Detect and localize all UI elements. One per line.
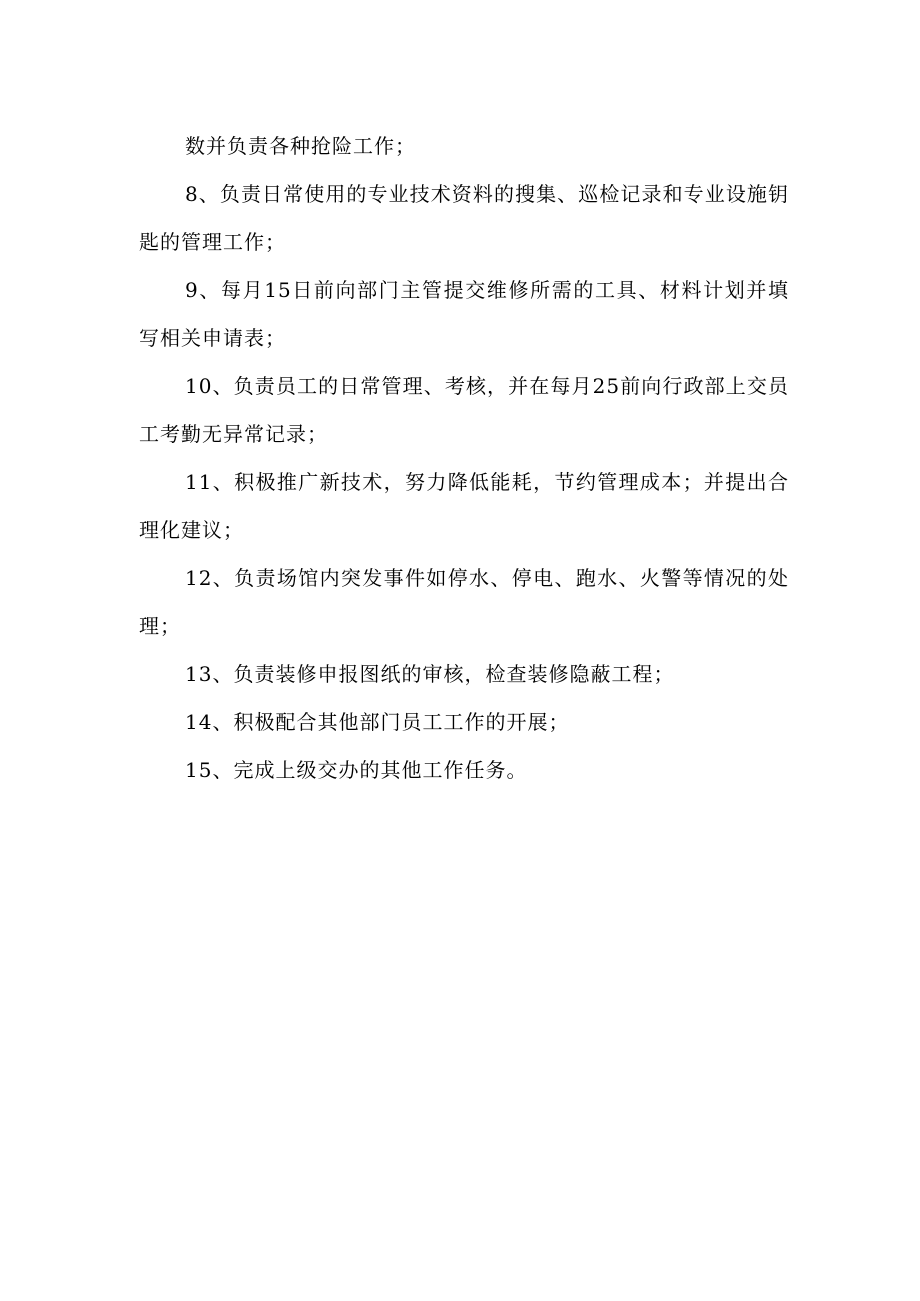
paragraph-continuation: 数并负责各种抢险工作； — [185, 134, 416, 158]
paragraph-item-11: 11、积极推广新技术，努力降低能耗，节约管理成本；并提出合理化建议； — [139, 470, 789, 542]
paragraph-item-9: 9、每月15日前向部门主管提交维修所需的工具、材料计划并填写相关申请表； — [139, 278, 789, 350]
paragraph-item-8: 8、负责日常使用的专业技术资料的搜集、巡检记录和专业设施钥匙的管理工作； — [139, 182, 789, 254]
paragraph-item-13: 13、负责装修申报图纸的审核，检查装修隐蔽工程； — [185, 662, 675, 686]
paragraph-item-15: 15、完成上级交办的其他工作任务。 — [185, 758, 528, 782]
paragraph-item-10: 10、负责员工的日常管理、考核，并在每月25前向行政部上交员工考勤无异常记录； — [139, 374, 789, 446]
paragraph-item-14: 14、积极配合其他部门员工工作的开展； — [185, 710, 570, 734]
paragraph-item-12: 12、负责场馆内突发事件如停水、停电、跑水、火警等情况的处理； — [139, 566, 789, 638]
document-body — [139, 122, 789, 794]
